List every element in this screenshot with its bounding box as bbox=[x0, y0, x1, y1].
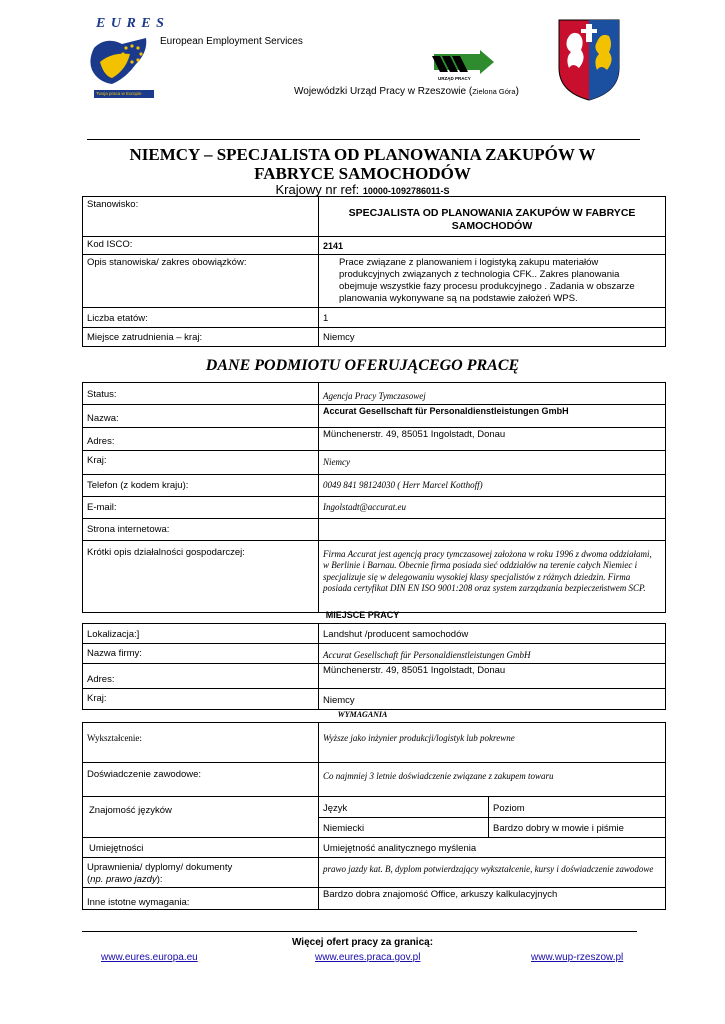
firma-label: Nazwa firmy: bbox=[83, 643, 319, 663]
umiejetnosci-value: Umiejętność analitycznego myślenia bbox=[319, 837, 666, 857]
opis-stanowiska-value: Prace związane z planowaniem i logistyką zakupu materiałów produkcyjnych związanych z technologia CFK.. Zakres planowania obejmuje wszystkie fazy procesu produkcyjnego . Zadania w obszarze planowania wykonywane są na podstawie założeń WPS. bbox=[319, 255, 666, 308]
office-branch: Zielona Góra bbox=[472, 87, 516, 96]
inne-value: Bardzo dobra znajomość Office, arkuszy kalkulacyjnych bbox=[319, 888, 666, 910]
workplace-adres-value: Münchenerstr. 49, 85051 Ingolstadt, Donau bbox=[319, 664, 666, 689]
page-title-line2: FABRYCE SAMOCHODÓW bbox=[254, 164, 471, 183]
stanowisko-value-line1: SPECJALISTA OD PLANOWANIA ZAKUPÓW W FABRYCE bbox=[348, 207, 636, 219]
lokalizacja-label: Lokalizacja:] bbox=[83, 624, 319, 644]
poziom-header: Poziom bbox=[489, 797, 666, 818]
stanowisko-value-line2: SAMOCHODÓW bbox=[451, 220, 533, 233]
jezyk-value: Niemiecki bbox=[319, 817, 489, 837]
stanowisko-label: Stanowisko: bbox=[83, 197, 319, 237]
footer-link-eures-praca[interactable]: www.eures.praca.gov.pl bbox=[315, 952, 421, 963]
eures-logo-tagline: Twoja praca w Europie bbox=[96, 91, 142, 96]
telefon-value: 0049 841 98124030 ( Herr Marcel Kotthoff) bbox=[319, 475, 666, 497]
etaty-label: Liczba etatów: bbox=[83, 307, 319, 327]
doswiadczenie-value: Co najmniej 3 letnie doświadczenie związane z zakupem towaru bbox=[319, 763, 666, 797]
uprawnienia-label-pre: ( bbox=[87, 873, 91, 885]
stanowisko-value bbox=[319, 197, 666, 237]
adres-label: Adres: bbox=[83, 428, 319, 451]
email-value: Ingolstadt@accurat.eu bbox=[319, 497, 666, 519]
reference-value: 10000-1092786011-S bbox=[362, 186, 450, 196]
employer-table bbox=[82, 382, 666, 613]
workplace-table bbox=[82, 623, 666, 710]
dzialalnosc-label: Krótki opis działalności gospodarczej: bbox=[83, 541, 319, 613]
dzialalnosc-value: Firma Accurat jest agencją pracy tymczasowej założona w roku 1996 z dwoma oddziałami, w Berlinie i Barnau. Obecnie firma posiada sieć oddziałów na terenie całych Niemiec i specjalizuje się w delegowaniu wysokiej klasy specjalistów z różnych dziedzin. Firma posiada certyfikat DIN EN ISO 9001:208 oraz system zarządzania bezpieczeństwem SCP. bbox=[319, 541, 666, 613]
uprawnienia-label bbox=[83, 857, 319, 888]
requirements-heading: WYMAGANIA bbox=[337, 710, 388, 719]
page-title-line1: NIEMCY – SPECJALISTA OD PLANOWANIA ZAKUPÓW W bbox=[129, 145, 596, 164]
lokalizacja-value: Landshut /producent samochodów bbox=[319, 624, 666, 644]
urzad-pracy-logo-text: URZĄD PRACY bbox=[438, 76, 471, 81]
adres-value: Münchenerstr. 49, 85051 Ingolstadt, Donau bbox=[319, 428, 666, 451]
header-divider bbox=[87, 139, 640, 140]
isco-label: Kod ISCO: bbox=[83, 237, 319, 255]
wyksztalcenie-value: Wyższe jako inżynier produkcji/logistyk lub pokrewne bbox=[319, 723, 666, 763]
workplace-kraj-value: Niemcy bbox=[319, 689, 666, 710]
workplace-heading: MIEJSCE PRACY bbox=[325, 610, 400, 620]
job-table bbox=[82, 196, 666, 347]
footer-divider bbox=[82, 931, 637, 932]
more-offers-label: Więcej ofert pracy za granicą: bbox=[291, 937, 434, 948]
poziom-value: Bardzo dobry w mowie i piśmie bbox=[489, 817, 666, 837]
miejsce-value: Niemcy bbox=[319, 327, 666, 346]
status-value: Agencja Pracy Tymczasowej bbox=[319, 383, 666, 405]
doswiadczenie-label: Doświadczenie zawodowe: bbox=[83, 763, 319, 797]
office-name-text: Wojewódzki Urząd Pracy w Rzeszowie ( bbox=[294, 86, 473, 97]
uprawnienia-label-italic: np. prawo jazdy bbox=[90, 873, 157, 885]
www-label: Strona internetowa: bbox=[83, 519, 319, 541]
footer-link-eures-europa[interactable]: www.eures.europa.eu bbox=[101, 952, 198, 963]
jezyki-label: Znajomość języków bbox=[83, 797, 319, 838]
uprawnienia-value: prawo jazdy kat. B, dyplom potwierdzający wykształcenie, kursy i doświadczenie zawodowe bbox=[319, 857, 666, 888]
umiejetnosci-label: Umiejętności bbox=[83, 837, 319, 857]
workplace-kraj-label: Kraj: bbox=[83, 689, 319, 710]
coat-of-arms bbox=[557, 18, 621, 102]
uprawnienia-label-line1: Uprawnienia/ dyplomy/ dokumenty bbox=[87, 861, 233, 873]
isco-value: 2141 bbox=[319, 237, 666, 255]
inne-label: Inne istotne wymagania: bbox=[83, 888, 319, 910]
eures-service-name: European Employment Services bbox=[160, 36, 303, 47]
jezyk-header: Język bbox=[319, 797, 489, 818]
miejsce-label: Miejsce zatrudnienia – kraj: bbox=[83, 327, 319, 346]
status-label: Status: bbox=[83, 383, 319, 405]
requirements-table bbox=[82, 722, 666, 910]
www-value bbox=[319, 519, 666, 541]
employer-heading: DANE PODMIOTU OFERUJĄCEGO PRACĘ bbox=[205, 357, 520, 374]
reference-label: Krajowy nr ref: bbox=[275, 182, 363, 197]
office-close: ) bbox=[515, 86, 519, 97]
reference-number bbox=[0, 182, 725, 197]
kraj-label: Kraj: bbox=[83, 451, 319, 475]
wyksztalcenie-label: Wykształcenie: bbox=[83, 723, 319, 763]
workplace-adres-label: Adres: bbox=[83, 664, 319, 689]
kraj-value: Niemcy bbox=[319, 451, 666, 475]
footer-link-wup-rzeszow[interactable]: www.wup-rzeszow.pl bbox=[531, 952, 624, 963]
nazwa-label: Nazwa: bbox=[83, 405, 319, 428]
nazwa-value: Accurat Gesellschaft für Personaldienstleistungen GmbH bbox=[319, 405, 666, 428]
office-name bbox=[294, 86, 519, 97]
eures-logo-text: E U R E S bbox=[96, 16, 165, 31]
uprawnienia-label-line2 bbox=[87, 874, 314, 886]
firma-value: Accurat Gesellschaft für Personaldienstleistungen GmbH bbox=[319, 643, 666, 663]
etaty-value: 1 bbox=[319, 307, 666, 327]
telefon-label: Telefon (z kodem kraju): bbox=[83, 475, 319, 497]
opis-stanowiska-label: Opis stanowiska/ zakres obowiązków: bbox=[83, 255, 319, 308]
email-label: E-mail: bbox=[83, 497, 319, 519]
uprawnienia-label-post: ): bbox=[156, 873, 163, 885]
